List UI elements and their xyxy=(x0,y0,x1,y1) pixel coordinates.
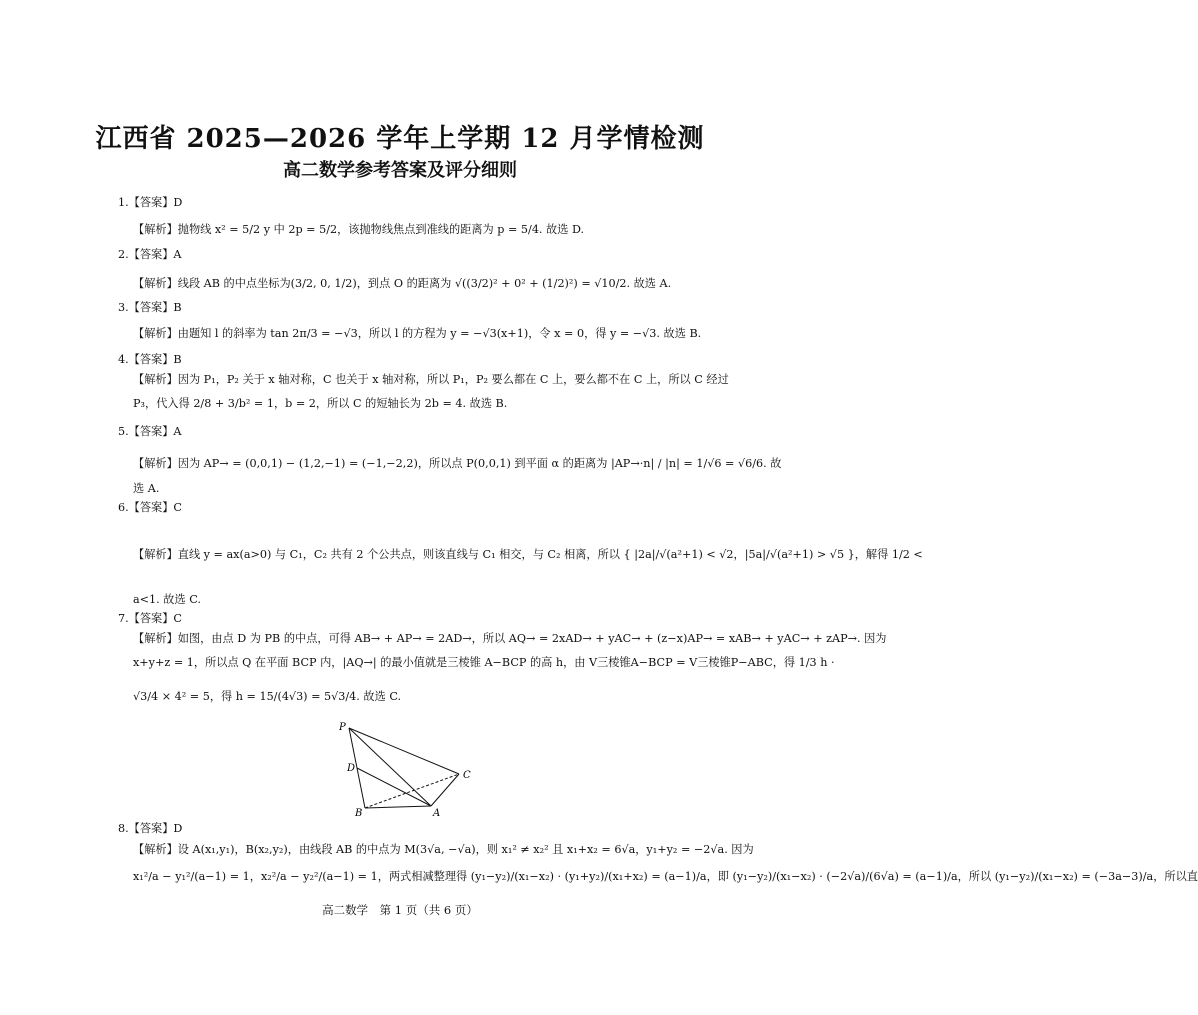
segment-da xyxy=(357,768,431,806)
q5-analysis-cont: 选 A. xyxy=(133,482,160,495)
q7-analysis-cont1: x+y+z = 1，所以点 Q 在平面 BCP 内，|AQ→| 的最小值就是三棱锥 A−BCP 的高 h，由 V三棱锥A−BCP = V三棱锥P−ABC，得 1/3 h · xyxy=(133,656,835,669)
page-footer: 高二数学 第 1 页（共 6 页） xyxy=(322,903,478,917)
page-subtitle: 高二数学参考答案及评分细则 xyxy=(283,160,517,181)
q6-analysis-cont: a<1. 故选 C. xyxy=(133,593,201,606)
q4-analysis-cont: P₃，代入得 2/8 + 3/b² = 1，b = 2，所以 C 的短轴长为 2b = 4. 故选 B. xyxy=(133,397,508,410)
q2-analysis: 【解析】线段 AB 的中点坐标为(3/2, 0, 1/2)，到点 O 的距离为 √((3/2)² + 0² + (1/2)²) = √10/2. 故选 A. xyxy=(133,277,672,290)
q6-answer: 6.【答案】C xyxy=(118,501,182,514)
q4-answer: 4.【答案】B xyxy=(118,353,182,366)
edge-ba xyxy=(365,806,431,808)
q8-analysis-cont: x₁²/a − y₁²/(a−1) = 1，x₂²/a − y₂²/(a−1) = 1，两式相减整理得 (y₁−y₂)/(x₁−x₂) · (y₁+y₂)/(x₁+x₂) = (a−1)/a，即 (y₁−y₂)/(x₁−x₂) · (−2√a)/(6√a) = (a−1)/a，所以 (y₁−y₂)/(x₁−x₂) = (−3a−3)/a，所以直 xyxy=(133,870,1198,883)
label-c: C xyxy=(463,770,471,781)
q8-answer: 8.【答案】D xyxy=(118,822,183,835)
q3-answer: 3.【答案】B xyxy=(118,301,182,314)
q5-answer: 5.【答案】A xyxy=(118,425,182,438)
label-b: B xyxy=(355,808,363,819)
label-p: P xyxy=(339,722,346,733)
q2-answer: 2.【答案】A xyxy=(118,248,182,261)
q3-analysis: 【解析】由题知 l 的斜率为 tan 2π/3 = −√3，所以 l 的方程为 y = −√3(x+1)，令 x = 0，得 y = −√3. 故选 B. xyxy=(133,327,702,340)
edge-pc xyxy=(349,728,459,774)
label-d: D xyxy=(347,763,356,774)
q7-analysis: 【解析】如图，由点 D 为 PB 的中点，可得 AB→ + AP→ = 2AD→，所以 AQ→ = 2xAD→ + yAC→ + (z−x)AP→ = xAB→ + yAC→ + zAP→. 因为 xyxy=(133,632,887,645)
q4-analysis: 【解析】因为 P₁，P₂ 关于 x 轴对称，C 也关于 x 轴对称，所以 P₁，P₂ 要么都在 C 上，要么都不在 C 上，所以 C 经过 xyxy=(133,373,729,386)
q7-analysis-cont2: √3/4 × 4² = 5，得 h = 15/(4√3) = 5√3/4. 故选 C. xyxy=(133,690,402,703)
page-title: 江西省 2025—2026 学年上学期 12 月学情检测 xyxy=(95,124,705,154)
edge-pa xyxy=(349,728,431,806)
q1-answer: 1.【答案】D xyxy=(118,196,183,209)
q5-analysis: 【解析】因为 AP→ = (0,0,1) − (1,2,−1) = (−1,−2,2)，所以点 P(0,0,1) 到平面 α 的距离为 |AP→·n| / |n| = 1/√6 = √6/6. 故 xyxy=(133,457,782,470)
label-a: A xyxy=(433,808,441,819)
q1-analysis: 【解析】抛物线 x² = 5/2 y 中 2p = 5/2，该抛物线焦点到准线的距离为 p = 5/4. 故选 D. xyxy=(133,223,585,236)
q6-analysis: 【解析】直线 y = ax(a>0) 与 C₁，C₂ 共有 2 个公共点，则该直线与 C₁ 相交，与 C₂ 相离，所以 { |2a|/√(a²+1) < √2，|5a|/√(a²+1) > √5 }，解得 1/2 < xyxy=(133,548,923,561)
q8-analysis: 【解析】设 A(x₁,y₁)，B(x₂,y₂)，由线段 AB 的中点为 M(3√a, −√a)，则 x₁² ≠ x₂² 且 x₁+x₂ = 6√a，y₁+y₂ = −2√a. 因为 xyxy=(133,843,754,856)
q7-answer: 7.【答案】C xyxy=(118,612,182,625)
tetrahedron-figure xyxy=(335,720,485,820)
